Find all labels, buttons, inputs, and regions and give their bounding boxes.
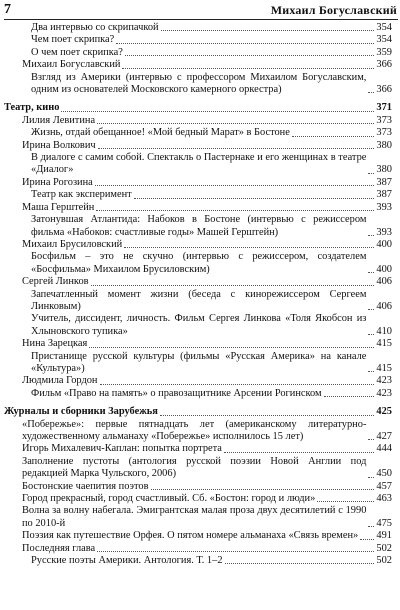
- toc-page-number: 415: [376, 338, 392, 350]
- toc-article-entry[interactable]: [31, 47, 400, 59]
- toc-page-number: 425: [376, 406, 392, 418]
- toc-section[interactable]: [4, 406, 400, 418]
- toc-article-entry[interactable]: [31, 34, 400, 46]
- toc-author-entry[interactable]: [22, 456, 400, 481]
- toc-page-number: 373: [376, 127, 392, 139]
- toc-entry-title: Затонувшая Атлантида: Набоков в Бостоне (интервью с режиссером фильма «Набоков: счастливые годы» Машей Герштейн): [31, 214, 367, 238]
- toc-entry-title: Волна за волну набегала. Эмигрантская малая проза двух десятилетий с 1990 по 2010-й: [22, 505, 367, 529]
- dot-leader: [91, 285, 375, 286]
- toc-entry-title: Журналы и сборники Зарубежья: [4, 406, 158, 418]
- toc-page-number: 366: [376, 84, 392, 96]
- toc-article-entry[interactable]: [31, 388, 400, 400]
- toc-entry-title: Людмила Гордон: [22, 375, 98, 387]
- toc-page-number: 393: [376, 201, 392, 213]
- toc-entry-title: Учитель, диссидент, личность. Фильм Сергея Линкова «Толя Якобсон из Хлыновского тупика»: [31, 313, 367, 337]
- dot-leader: [317, 501, 374, 502]
- toc-entry-title: Театр как эксперимент: [31, 189, 132, 201]
- toc-entry-title: Фильм «Право на память» о правозащитнике Арсении Рогинском: [31, 387, 322, 399]
- toc-article-entry[interactable]: [31, 555, 400, 567]
- dot-leader: [368, 309, 374, 310]
- toc-page-number: 380: [376, 139, 392, 151]
- dot-leader: [368, 334, 374, 335]
- toc-entry-title: Лилия Левитина: [22, 114, 96, 126]
- toc-page-number: 354: [376, 34, 392, 46]
- toc-article-entry[interactable]: [31, 313, 400, 338]
- toc-author-entry[interactable]: [22, 276, 400, 288]
- toc-page-number: 406: [376, 276, 392, 288]
- toc-entry-title: Пристанище русской культуры (фильмы «Русская Америка» на канале «Культура»): [31, 350, 367, 374]
- toc-article-entry[interactable]: [31, 152, 400, 177]
- toc-entry-title: Запечатленный момент жизни (беседа с кинорежиссером Сергеем Линковым): [31, 288, 367, 312]
- dot-leader: [368, 272, 374, 273]
- running-title: Михаил Богуславский: [270, 3, 397, 17]
- dot-leader: [95, 185, 375, 186]
- toc-page-number: 373: [376, 114, 392, 126]
- dot-leader: [96, 210, 374, 211]
- toc-page-number: 371: [376, 102, 392, 114]
- dot-leader: [116, 43, 374, 44]
- toc-page-number: 463: [376, 493, 392, 505]
- toc-article-entry[interactable]: [31, 251, 400, 276]
- dot-leader: [368, 92, 374, 93]
- toc-page-number: 427: [376, 431, 392, 442]
- toc-page-number: 491: [376, 530, 392, 542]
- toc-page-number: 366: [376, 59, 392, 71]
- toc-page-number: 475: [376, 517, 392, 529]
- dot-leader: [368, 173, 374, 174]
- toc-author-entry[interactable]: [22, 338, 400, 350]
- dot-leader: [89, 347, 374, 348]
- toc-article-entry[interactable]: [31, 289, 400, 314]
- toc-author-entry[interactable]: [22, 493, 400, 505]
- dot-leader: [98, 148, 375, 149]
- dot-leader: [161, 30, 375, 31]
- dot-leader: [368, 526, 374, 527]
- dot-leader: [324, 396, 375, 397]
- toc-entry-title: Маша Герштейн: [22, 201, 95, 213]
- dot-leader: [122, 68, 374, 69]
- toc-author-entry[interactable]: [22, 115, 400, 127]
- toc-author-entry[interactable]: [22, 481, 400, 493]
- toc-author-entry[interactable]: [22, 202, 400, 214]
- toc-entry-title: О чем поет скрипка?: [31, 46, 123, 58]
- dot-leader: [368, 439, 374, 440]
- toc-page-number: 400: [376, 263, 392, 275]
- page-number: 7: [4, 2, 11, 17]
- toc-page-number: 393: [376, 226, 392, 238]
- toc-entry-title: Последняя глава: [22, 542, 96, 554]
- toc-entry-title: Босфильм – это не скучно (интервью с режиссером, создателем «Босфильма» Михаилом Брусиловским): [31, 251, 367, 275]
- dot-leader: [225, 563, 375, 564]
- toc-article-entry[interactable]: [31, 214, 400, 239]
- dot-leader: [224, 452, 374, 453]
- toc-page-number: 450: [376, 468, 392, 480]
- dot-leader: [360, 539, 374, 540]
- toc-entry-title: Ирина Волкович: [22, 139, 96, 151]
- toc-page-number: 423: [376, 387, 392, 399]
- dot-leader: [61, 111, 374, 112]
- toc-author-entry[interactable]: [22, 140, 400, 152]
- header-rule: [4, 19, 398, 20]
- toc-page-number: 400: [376, 238, 392, 250]
- toc-entry-title: Игорь Михалевич-Каплан: попытка портрета: [22, 443, 222, 455]
- toc-page-number: 457: [376, 480, 392, 492]
- toc-page-number: 423: [376, 375, 392, 387]
- toc-page-number: 444: [376, 443, 392, 455]
- dot-leader: [160, 415, 375, 416]
- toc-page-number: 502: [376, 555, 392, 567]
- dot-leader: [292, 136, 375, 137]
- toc-entry-title: Бостонские чаепития поэтов: [22, 480, 149, 492]
- dot-leader: [100, 384, 375, 385]
- table-of-contents: [0, 22, 400, 567]
- toc-author-entry[interactable]: [22, 59, 400, 71]
- toc-page-number: 406: [376, 300, 392, 312]
- toc-author-entry[interactable]: [22, 177, 400, 189]
- toc-entry-title: Нина Зарецкая: [22, 338, 88, 350]
- toc-page-number: 354: [376, 22, 392, 33]
- dot-leader: [368, 371, 374, 372]
- toc-entry-title: В диалоге с самим собой. Спектакль о Пастернаке и его женщинах в театре «Диалог»: [31, 152, 367, 176]
- dot-leader: [97, 551, 374, 552]
- toc-page-number: 387: [376, 189, 392, 201]
- toc-page-number: 380: [376, 164, 392, 176]
- toc-entry-title: Жизнь, отдай обещанное! «Мой бедный Марат» в Бостоне: [31, 127, 290, 139]
- toc-author-entry[interactable]: [22, 419, 400, 444]
- dot-leader: [134, 198, 375, 199]
- toc-author-entry[interactable]: [22, 543, 400, 555]
- toc-entry-title: Взгляд из Америки (интервью с профессором Михаилом Богуславским, одним из основателей Московского камерного оркестра): [31, 71, 367, 96]
- dot-leader: [368, 235, 374, 236]
- toc-entry-title: Два интервью со скрипачкой: [31, 22, 159, 33]
- toc-entry-title: Русские поэты Америки. Антология. Т. 1–2: [31, 555, 223, 567]
- toc-author-entry[interactable]: [22, 239, 400, 251]
- toc-entry-title: Поэзия как путешествие Орфея. О пятом номере альманаха «Связь времен»: [22, 530, 359, 542]
- toc-page-number: 410: [376, 325, 392, 337]
- toc-entry-title: Город прекрасный, город счастливый. Сб. «Бостон: город и люди»: [22, 493, 316, 505]
- dot-leader: [124, 247, 374, 248]
- toc-article-entry[interactable]: [31, 351, 400, 376]
- page-header: [0, 2, 400, 18]
- dot-leader: [125, 55, 375, 56]
- toc-author-entry[interactable]: [22, 505, 400, 530]
- dot-leader: [368, 477, 374, 478]
- toc-article-entry[interactable]: [31, 189, 400, 201]
- toc-entry-title: Театр, кино: [4, 102, 60, 114]
- toc-author-entry[interactable]: [22, 443, 400, 455]
- toc-section[interactable]: [4, 102, 400, 114]
- toc-article-entry[interactable]: [31, 127, 400, 139]
- toc-author-entry[interactable]: [22, 530, 400, 542]
- toc-entry-title: Сергей Линков: [22, 276, 89, 288]
- toc-entry-title: Ирина Рогозина: [22, 176, 93, 188]
- dot-leader: [97, 123, 374, 124]
- toc-entry-title: Чем поет скрипка?: [31, 34, 115, 46]
- toc-page-number: 359: [376, 46, 392, 58]
- toc-author-entry[interactable]: [22, 375, 400, 387]
- toc-article-entry[interactable]: [31, 72, 400, 97]
- toc-page-number: 415: [376, 362, 392, 374]
- toc-entry-title: Заполнение пустоты (антология русской поэзии Новой Англии под редакцией Марка Чульского, 2006): [22, 455, 367, 480]
- toc-page-number: 502: [376, 542, 392, 554]
- toc-entry-title: Михаил Брусиловский: [22, 238, 123, 250]
- dot-leader: [151, 489, 375, 490]
- toc-article-entry[interactable]: [31, 22, 400, 34]
- toc-entry-title: «Побережье»: первые пятнадцать лет (американскому литературно-художественному альманаху «Побережье» исполнилось 15 лет): [22, 418, 367, 442]
- toc-page-number: 387: [376, 176, 392, 188]
- toc-entry-title: Михаил Богуславский: [22, 59, 121, 71]
